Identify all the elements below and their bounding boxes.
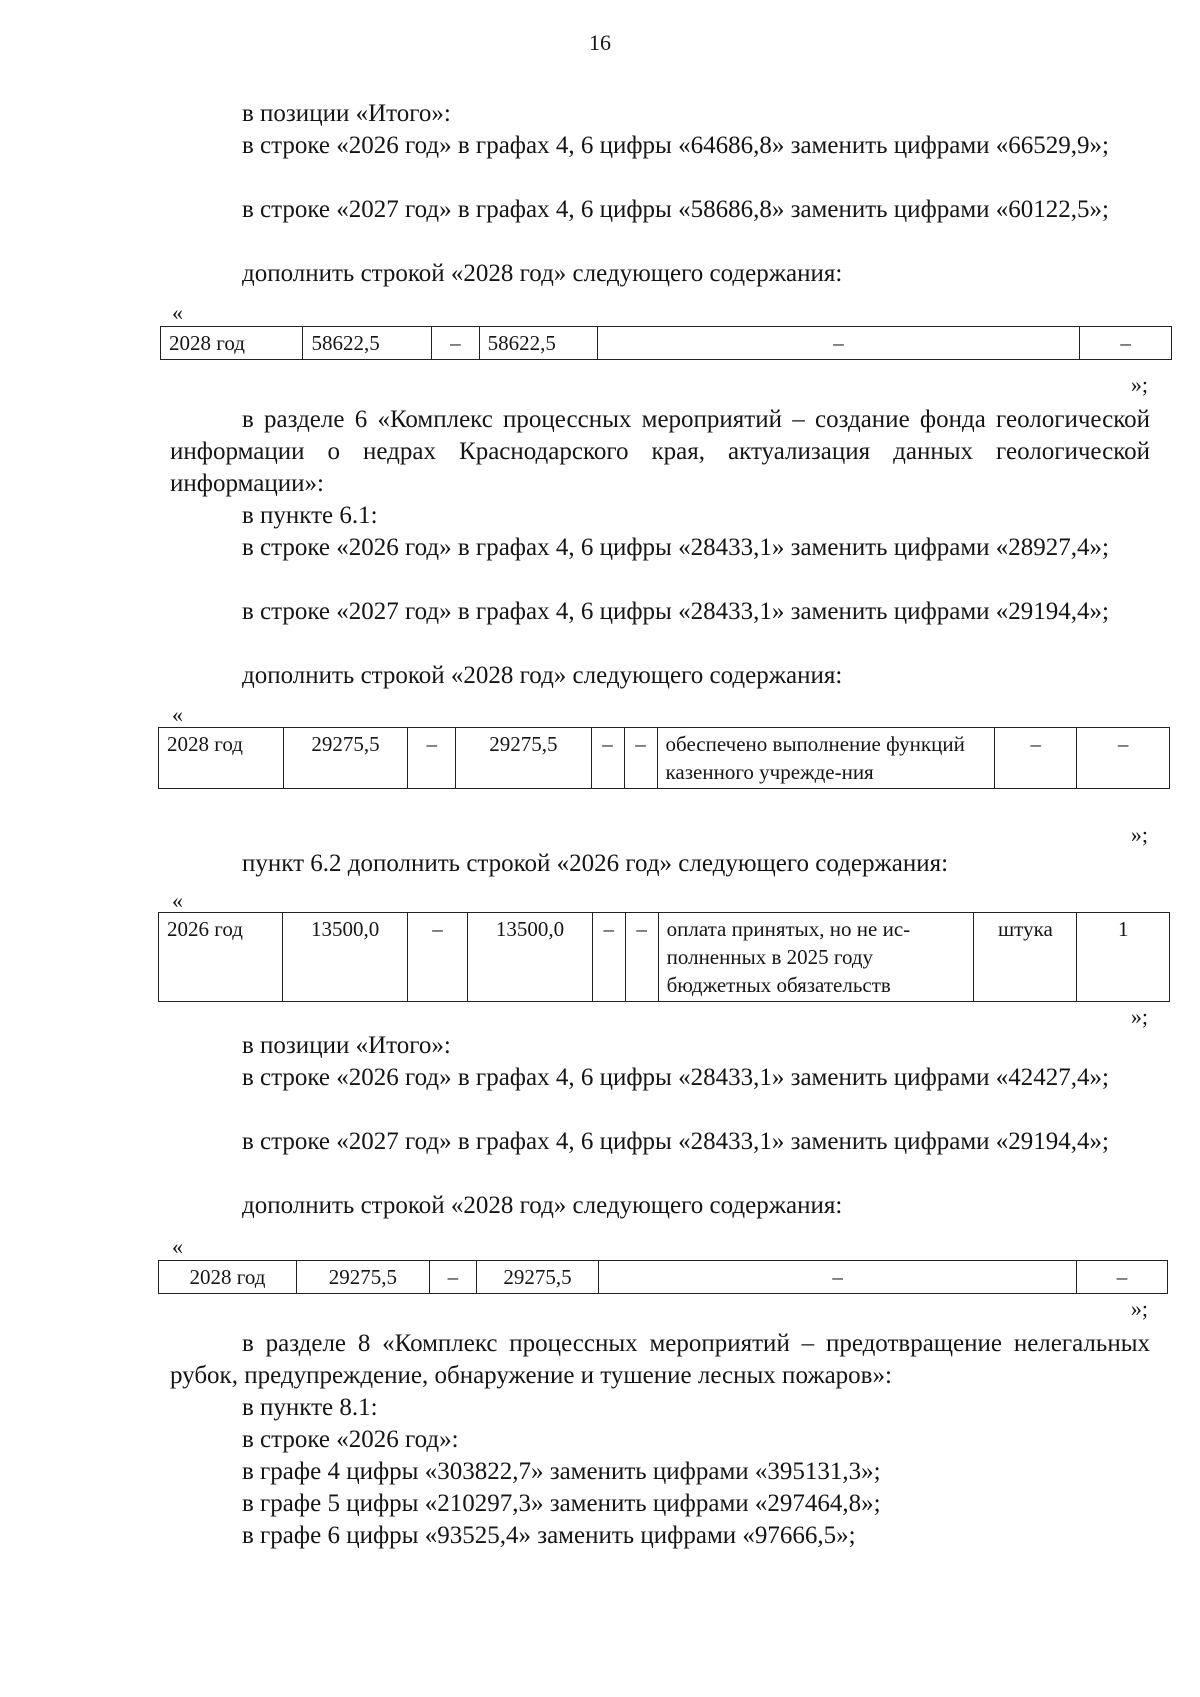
table-cell: – — [624, 728, 657, 789]
table-cell: – — [408, 728, 456, 789]
s8-row-line: в строке «2026 год»: — [242, 1426, 459, 1453]
section6-point: в пункте 6.1: — [242, 502, 378, 529]
table-cell: – — [625, 913, 658, 1002]
table-cell: 58622,5 — [303, 327, 432, 360]
table-cell: – — [599, 1261, 1077, 1294]
table-cell: 1 — [1077, 913, 1170, 1002]
section8-heading: в разделе 8 «Комплекс процессных мероприятий – предотвращение нелегальных рубок, предупреждение, обнаружение и тушение лесных пожаров»: — [170, 1330, 1150, 1389]
table-cell: 13500,0 — [283, 913, 407, 1002]
table-cell: – — [1077, 728, 1170, 789]
total-position-heading: в позиции «Итого»: — [242, 100, 451, 127]
table-cell: 29275,5 — [297, 1261, 430, 1294]
s6-2026-line: в строке «2026 год» в графах 4, 6 цифры «28433,1» заменить цифрами «28927,4»; — [242, 534, 1110, 561]
table-cell: – — [591, 728, 624, 789]
table-cell: – — [1080, 327, 1172, 360]
table-cell: 29275,5 — [456, 728, 591, 789]
close-quote: »; — [1130, 1004, 1148, 1029]
open-quote: « — [172, 702, 183, 727]
table-cell: 2028 год — [159, 1261, 297, 1294]
section8-point: в пункте 8.1: — [242, 1394, 378, 1421]
s8-g5-line: в графе 5 цифры «210297,3» заменить цифрами «297464,8»; — [242, 1490, 881, 1517]
table-cell: 29275,5 — [283, 728, 408, 789]
table-s61-2028 — [158, 727, 1170, 789]
table-cell: 2028 год — [159, 728, 284, 789]
s6-total-heading: в позиции «Итого»: — [242, 1032, 451, 1059]
table-cell: 13500,0 — [468, 913, 592, 1002]
s6-total-2027-line: в строке «2027 год» в графах 4, 6 цифры «28433,1» заменить цифрами «29194,4»; — [242, 1128, 1110, 1155]
s6-total-add-2028-line: дополнить строкой «2028 год» следующего содержания: — [242, 1192, 843, 1219]
point62-line: пункт 6.2 дополнить строкой «2026 год» следующего содержания: — [242, 850, 949, 877]
s8-g6-line: в графе 6 цифры «93525,4» заменить цифрами «97666,5»; — [242, 1522, 856, 1549]
open-quote: « — [172, 888, 183, 913]
open-quote: « — [172, 300, 183, 325]
table-cell: – — [429, 1261, 476, 1294]
table-cell: – — [407, 913, 468, 1002]
table-cell: – — [597, 327, 1079, 360]
add-2028-line: дополнить строкой «2028 год» следующего содержания: — [242, 260, 843, 287]
table-cell: – — [1077, 1261, 1168, 1294]
table-cell: 29275,5 — [476, 1261, 598, 1294]
table-cell: – — [995, 728, 1077, 789]
total-2027-line: в строке «2027 год» в графах 4, 6 цифры «58686,8» заменить цифрами «60122,5»; — [242, 196, 1110, 223]
table-cell: обеспечено выполнение функций казенного учрежде-ния — [657, 728, 995, 789]
s6-2027-line: в строке «2027 год» в графах 4, 6 цифры «28433,1» заменить цифрами «29194,4»; — [242, 598, 1110, 625]
table-cell: 2026 год — [159, 913, 283, 1002]
section6-heading: в разделе 6 «Комплекс процессных мероприятий – создание фонда геологической информации о недрах Краснодарского края, актуализация данных геологической информации»: — [170, 406, 1150, 497]
close-quote: »; — [1130, 372, 1148, 397]
table-cell: штука — [974, 913, 1077, 1002]
s6-add-2028-line: дополнить строкой «2028 год» следующего содержания: — [242, 662, 843, 689]
table-s6-total-2028 — [158, 1260, 1168, 1294]
table-cell: – — [592, 913, 625, 1002]
table-s62-2026 — [158, 912, 1170, 1002]
table-cell: 2028 год — [161, 327, 303, 360]
table-cell: оплата принятых, но не ис-полненных в 2025 году бюджетных обязательств — [658, 913, 974, 1002]
close-quote: »; — [1130, 1296, 1148, 1321]
close-quote: »; — [1130, 822, 1148, 847]
page-number: 16 — [589, 30, 611, 55]
table-cell: 58622,5 — [479, 327, 597, 360]
s8-g4-line: в графе 4 цифры «303822,7» заменить цифрами «395131,3»; — [242, 1458, 881, 1485]
table-cell: – — [432, 327, 479, 360]
table-total-2028 — [160, 326, 1172, 360]
s6-total-2026-line: в строке «2026 год» в графах 4, 6 цифры «28433,1» заменить цифрами «42427,4»; — [242, 1064, 1110, 1091]
total-2026-line: в строке «2026 год» в графах 4, 6 цифры «64686,8» заменить цифрами «66529,9»; — [242, 132, 1110, 159]
open-quote: « — [172, 1234, 183, 1259]
